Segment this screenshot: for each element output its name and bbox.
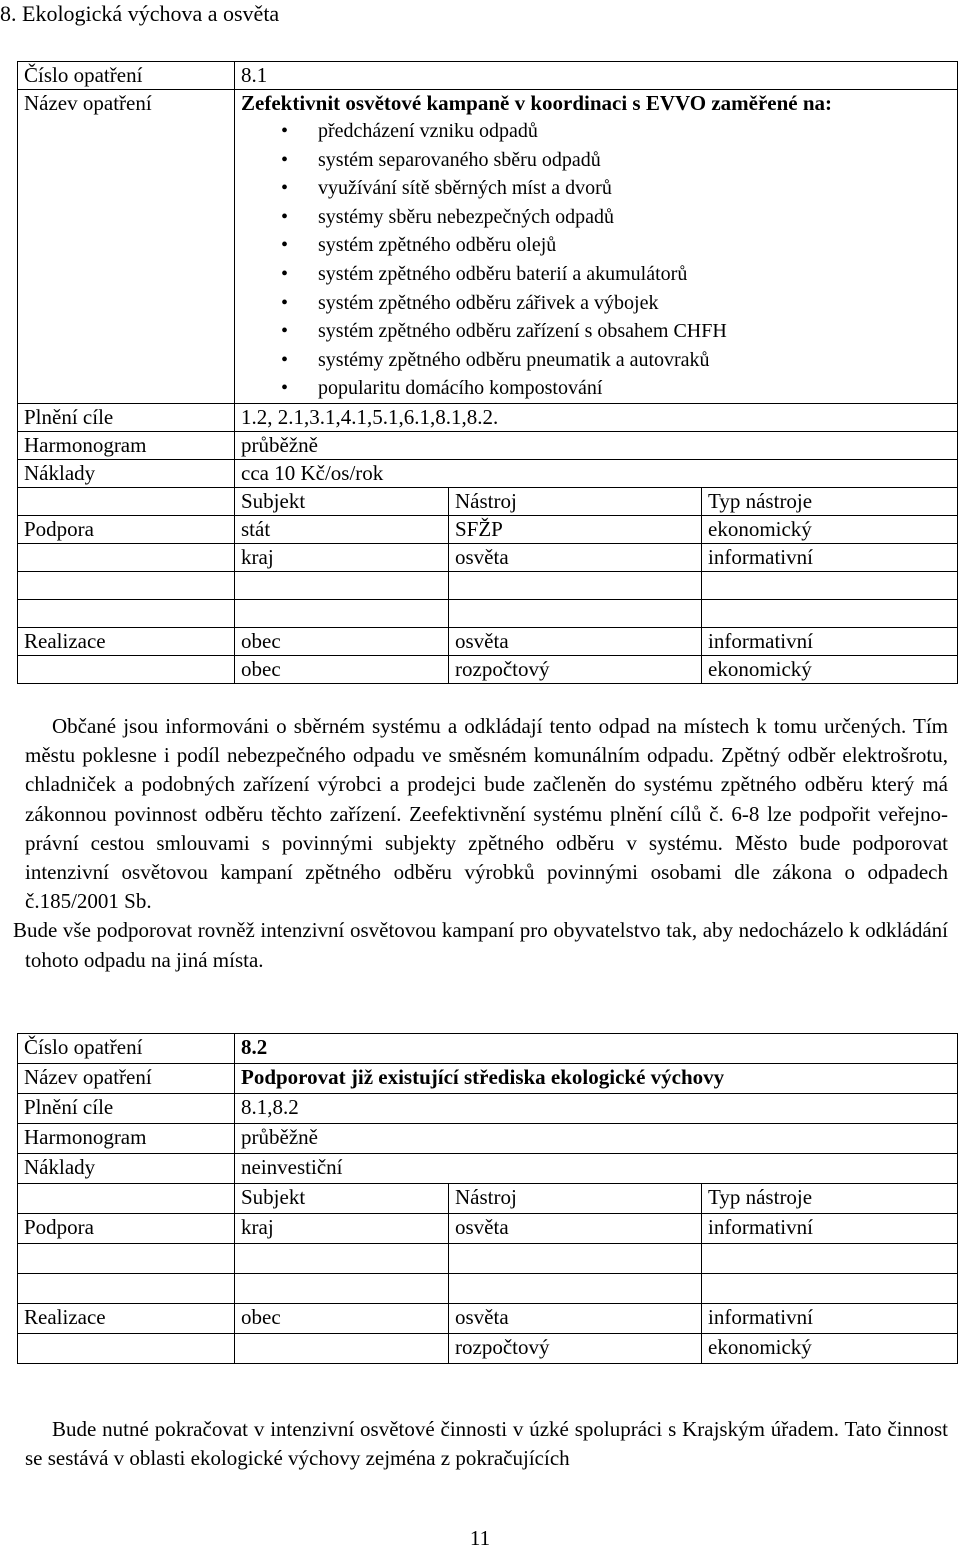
paragraph: Občané jsou informováni o sběrném systému a odkládají tento odpad na místech k tomu určených. Tím městu poklesne i podíl nebezpečného odpadu ve směsném komunálním odpadu. Zpětný odběr elektrošrotu, chladniček a podobných zařízení výrobci a prodejci bude začleněn do systému zpětného odběru který má zákonnou povinnost odběru těchto zařízení. Zeefektivnění systému plnění cílů č. 6-8 lze podpořit veřejno-právní cestou smlouvami s povinnými subjekty zpětného odběru v systému. Město bude podporovat intenzivní osvětovou kampaní zpětného odběru výrobků povinnými osobami dle zákona o odpadech č.185/2001 Sb.	[25, 714, 948, 914]
cell-nastroj: osvěta	[449, 627, 702, 655]
value-plneni: 1.2, 2.1,3.1,4.1,5.1,6.1,8.1,8.2.	[235, 403, 958, 431]
label-nazev: Název opatření	[18, 90, 235, 404]
cell-nastroj: osvěta	[449, 543, 702, 571]
bullet-item: • systémy sběru nebezpečných odpadů	[318, 203, 951, 232]
row-podpora	[18, 515, 958, 543]
row-realizace	[18, 627, 958, 655]
cell-subjekt: obec	[235, 627, 449, 655]
bullet-list	[241, 117, 951, 403]
row-naklady	[18, 459, 958, 487]
value-plneni: 8.1,8.2	[235, 1094, 958, 1124]
cell-typ: informativní	[702, 1304, 958, 1334]
label-realizace: Realizace	[18, 627, 235, 655]
label-plneni: Plnění cíle	[18, 1094, 235, 1124]
cell-subjekt	[235, 1334, 449, 1364]
cell-nastroj: SFŽP	[449, 515, 702, 543]
label-podpora: Podpora	[18, 515, 235, 543]
col-header-subjekt: Subjekt	[235, 1184, 449, 1214]
row-nazev	[18, 1064, 958, 1094]
row-column-headers	[18, 487, 958, 515]
col-header-typ: Typ nástroje	[702, 1184, 958, 1214]
row-cislo	[18, 62, 958, 90]
body-text-2	[25, 1415, 948, 1473]
cell-typ: informativní	[702, 627, 958, 655]
value-nazev	[235, 90, 958, 404]
label-harmonogram: Harmonogram	[18, 431, 235, 459]
measure-table-8-2	[17, 1033, 958, 1364]
bullet-item: • systém separovaného sběru odpadů	[318, 146, 951, 175]
cell-typ: informativní	[702, 1214, 958, 1244]
row-empty	[18, 599, 958, 627]
value-cislo: 8.2	[235, 1034, 958, 1064]
page-number: 11	[469, 1526, 491, 1550]
label-cislo: Číslo opatření	[18, 1034, 235, 1064]
bullet-item: • systém zpětného odběru zařízení s obsahem CHFH	[318, 317, 951, 346]
row-harmonogram	[18, 431, 958, 459]
bullet-item: • systém zpětného odběru olejů	[318, 231, 951, 260]
col-header-nastroj: Nástroj	[449, 1184, 702, 1214]
label-harmonogram: Harmonogram	[18, 1124, 235, 1154]
col-header-typ: Typ nástroje	[702, 487, 958, 515]
row-empty	[18, 1244, 958, 1274]
bullet-item: • využívání sítě sběrných míst a dvorů	[318, 174, 951, 203]
cell-nastroj: rozpočtový	[449, 1334, 702, 1364]
label-realizace: Realizace	[18, 1304, 235, 1334]
label-cislo: Číslo opatření	[18, 62, 235, 90]
section-heading: 8. Ekologická výchova a osvěta	[0, 1, 280, 26]
cell-typ: informativní	[702, 543, 958, 571]
label-podpora: Podpora	[18, 1214, 235, 1244]
row-cislo	[18, 1034, 958, 1064]
row-realizace	[18, 1304, 958, 1334]
row-podpora	[18, 543, 958, 571]
label-naklady: Náklady	[18, 1154, 235, 1184]
cell-subjekt: kraj	[235, 543, 449, 571]
row-realizace	[18, 1334, 958, 1364]
col-header-subjekt: Subjekt	[235, 487, 449, 515]
bullet-item: • systém zpětného odběru zářivek a výbojek	[318, 289, 951, 318]
measure-table-8-1	[17, 61, 958, 684]
row-column-headers	[18, 1184, 958, 1214]
row-plneni	[18, 403, 958, 431]
cell-subjekt: obec	[235, 1304, 449, 1334]
value-harmonogram: průběžně	[235, 1124, 958, 1154]
cell-typ: ekonomický	[702, 515, 958, 543]
label-naklady: Náklady	[18, 459, 235, 487]
row-nazev	[18, 90, 958, 404]
cell-nastroj: osvěta	[449, 1304, 702, 1334]
label-plneni: Plnění cíle	[18, 403, 235, 431]
bullet-item: • předcházení vzniku odpadů	[318, 117, 951, 146]
cell-nastroj: osvěta	[449, 1214, 702, 1244]
row-plneni	[18, 1094, 958, 1124]
cell-subjekt: stát	[235, 515, 449, 543]
row-empty	[18, 1274, 958, 1304]
row-realizace	[18, 655, 958, 683]
nazev-text: Zefektivnit osvětové kampaně v koordinaci s EVVO zaměřené na:	[241, 91, 833, 115]
bullet-item: • systémy zpětného odběru pneumatik a autovraků	[318, 346, 951, 375]
cell-typ: ekonomický	[702, 655, 958, 683]
paragraph: Bude vše podporovat rovněž intenzivní osvětovou kampaní pro obyvatelstvo tak, aby nedocházelo k odkládání tohoto odpadu na jiná místa.	[13, 918, 948, 972]
row-podpora	[18, 1214, 958, 1244]
value-naklady: cca 10 Kč/os/rok	[235, 459, 958, 487]
value-naklady: neinvestiční	[235, 1154, 958, 1184]
body-text-1	[13, 712, 948, 975]
value-nazev: Podporovat již existující střediska ekologické výchovy	[235, 1064, 958, 1094]
bullet-item: • popularitu domácího kompostování	[318, 374, 951, 403]
cell-nastroj: rozpočtový	[449, 655, 702, 683]
paragraph: Bude nutné pokračovat v intenzivní osvětové činnosti v úzké spolupráci s Krajským úřadem. Tato činnost se sestává v oblasti ekologické výchovy zejména z pokračujících	[25, 1417, 948, 1471]
row-naklady	[18, 1154, 958, 1184]
row-harmonogram	[18, 1124, 958, 1154]
col-header-nastroj: Nástroj	[449, 487, 702, 515]
bullet-item: • systém zpětného odběru baterií a akumulátorů	[318, 260, 951, 289]
value-harmonogram: průběžně	[235, 431, 958, 459]
value-cislo: 8.1	[235, 62, 958, 90]
row-empty	[18, 571, 958, 599]
cell-subjekt: obec	[235, 655, 449, 683]
label-nazev: Název opatření	[18, 1064, 235, 1094]
cell-typ: ekonomický	[702, 1334, 958, 1364]
cell-subjekt: kraj	[235, 1214, 449, 1244]
